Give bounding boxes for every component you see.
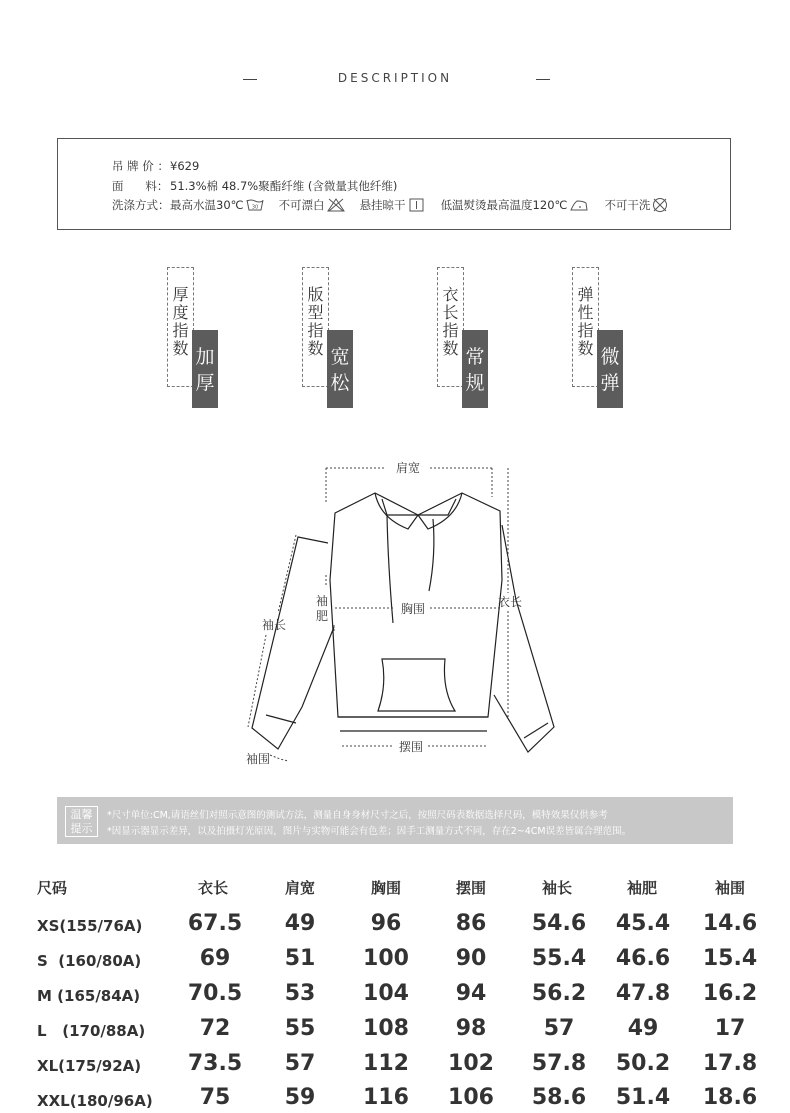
table-cell: 18.6 — [702, 1085, 758, 1110]
elasticity-index-label: 弹 性 指 数 — [577, 285, 594, 358]
care-text-1: 不可漂白 — [278, 198, 325, 212]
row-size-label: L (170/88A) — [37, 1022, 146, 1040]
care-text-3: 低温熨烫最高温度120℃ — [440, 198, 568, 212]
table-cell: 106 — [448, 1085, 494, 1110]
table-cell: 86 — [455, 911, 487, 936]
table-cell: 100 — [363, 946, 409, 971]
table-cell: 69 — [199, 946, 231, 971]
no-dry-clean-icon — [652, 197, 668, 213]
table-cell: 49 — [284, 911, 316, 936]
table-cell: 17 — [714, 1016, 746, 1041]
table-cell: 70.5 — [187, 981, 243, 1006]
table-cell: 96 — [370, 911, 402, 936]
sleeve-width-label-2: 肥 — [315, 609, 329, 623]
header-sleeve-width: 袖肥 — [626, 879, 657, 897]
material-label: 面 料： — [112, 179, 169, 193]
care-text-0: 最高水温30℃ — [170, 198, 244, 212]
header-shoulder: 肩宽 — [284, 879, 315, 897]
table-cell: 57.8 — [531, 1051, 587, 1076]
material-row — [112, 178, 397, 194]
header-hem: 摆围 — [455, 879, 486, 897]
header-sleeve-length: 袖长 — [541, 879, 572, 897]
table-cell: 67.5 — [187, 911, 243, 936]
length-index-label: 衣 长 指 数 — [442, 285, 459, 358]
iron-low-icon — [569, 198, 589, 212]
care-row — [112, 197, 673, 213]
care-text-4: 不可干洗 — [604, 198, 651, 212]
price-value: ¥629 — [170, 159, 200, 173]
price-row — [112, 158, 199, 174]
table-cell: 104 — [363, 981, 409, 1006]
row-size-label: XXL(180/96A) — [37, 1092, 153, 1110]
length-index-value: 常 规 — [462, 330, 488, 408]
table-cell: 57 — [284, 1051, 316, 1076]
hem-label: 摆围 — [398, 740, 424, 754]
chest-label: 胸围 — [400, 602, 426, 616]
thickness-index-value: 加 厚 — [192, 330, 218, 408]
table-cell: 116 — [363, 1085, 409, 1110]
table-cell: 45.4 — [615, 911, 671, 936]
row-size-label: S (160/80A) — [37, 952, 142, 970]
row-size-label: XL(175/92A) — [37, 1057, 142, 1075]
no-bleach-icon — [327, 198, 345, 212]
tip-line-1: *尺寸单位:CM,请语丝们对照示意图的测试方法，测量自身身材尺寸之后，按照尺码表数据选择尺码，模特效果仅供参考 — [107, 810, 608, 821]
table-cell: 46.6 — [615, 946, 671, 971]
tip-line-2: *因显示器显示差异，以及拍摄灯光原因，图片与实物可能会有色差；因手工测量方式不同，存在2~4CM误差皆属合理范围。 — [107, 826, 632, 837]
header-cuff: 袖围 — [714, 879, 745, 897]
table-cell: 54.6 — [531, 911, 587, 936]
table-cell: 14.6 — [702, 911, 758, 936]
table-cell: 50.2 — [615, 1051, 671, 1076]
table-cell: 59 — [284, 1085, 316, 1110]
table-cell: 51.4 — [615, 1085, 671, 1110]
header-size: 尺码 — [37, 879, 68, 897]
table-cell: 108 — [363, 1016, 409, 1041]
table-cell: 98 — [455, 1016, 487, 1041]
section-title: DESCRIPTION — [337, 71, 453, 85]
material-value: 51.3%棉 48.7%聚酯纤维 (含微量其他纤维) — [170, 179, 398, 193]
price-label: 吊 牌 价 ： — [112, 159, 169, 173]
table-cell: 94 — [455, 981, 487, 1006]
table-cell: 72 — [199, 1016, 231, 1041]
table-cell: 16.2 — [702, 981, 758, 1006]
tip-badge: 温馨 提示 — [65, 806, 98, 837]
table-cell: 112 — [363, 1051, 409, 1076]
table-cell: 90 — [455, 946, 487, 971]
wash-30-icon — [246, 198, 264, 212]
hang-dry-icon — [408, 198, 426, 212]
row-size-label: XS(155/76A) — [37, 917, 143, 935]
table-cell: 75 — [199, 1085, 231, 1110]
table-cell: 73.5 — [187, 1051, 243, 1076]
svg-text:30: 30 — [251, 204, 258, 211]
hoodie-outline — [252, 493, 554, 752]
table-cell: 58.6 — [531, 1085, 587, 1110]
shoulder-label: 肩宽 — [395, 461, 421, 475]
header-dash-right — [536, 79, 550, 80]
row-size-label: M (165/84A) — [37, 987, 141, 1005]
table-cell: 55 — [284, 1016, 316, 1041]
care-label: 洗涤方式： — [112, 198, 170, 212]
elasticity-index-value: 微 弹 — [597, 330, 623, 408]
table-cell: 17.8 — [702, 1051, 758, 1076]
table-cell: 57 — [543, 1016, 575, 1041]
table-cell: 15.4 — [702, 946, 758, 971]
care-text-2: 悬挂晾干 — [359, 198, 406, 212]
header-chest: 胸围 — [370, 879, 401, 897]
cuff-label: 袖围 — [245, 752, 271, 766]
tip-banner — [57, 797, 733, 844]
table-cell: 49 — [627, 1016, 659, 1041]
header-length: 衣长 — [197, 879, 228, 897]
fit-index-label: 版 型 指 数 — [307, 285, 324, 358]
length-label: 衣长 — [497, 595, 523, 609]
table-cell: 102 — [448, 1051, 494, 1076]
table-cell: 51 — [284, 946, 316, 971]
fit-index-value: 宽 松 — [327, 330, 353, 408]
table-cell: 56.2 — [531, 981, 587, 1006]
thickness-index-label: 厚 度 指 数 — [172, 285, 189, 358]
table-cell: 53 — [284, 981, 316, 1006]
sleeve-length-label: 袖长 — [261, 618, 287, 632]
table-cell: 47.8 — [615, 981, 671, 1006]
table-cell: 55.4 — [531, 946, 587, 971]
hoodie-measurement-diagram — [230, 455, 570, 775]
sleeve-width-label-1: 袖 — [315, 594, 329, 608]
